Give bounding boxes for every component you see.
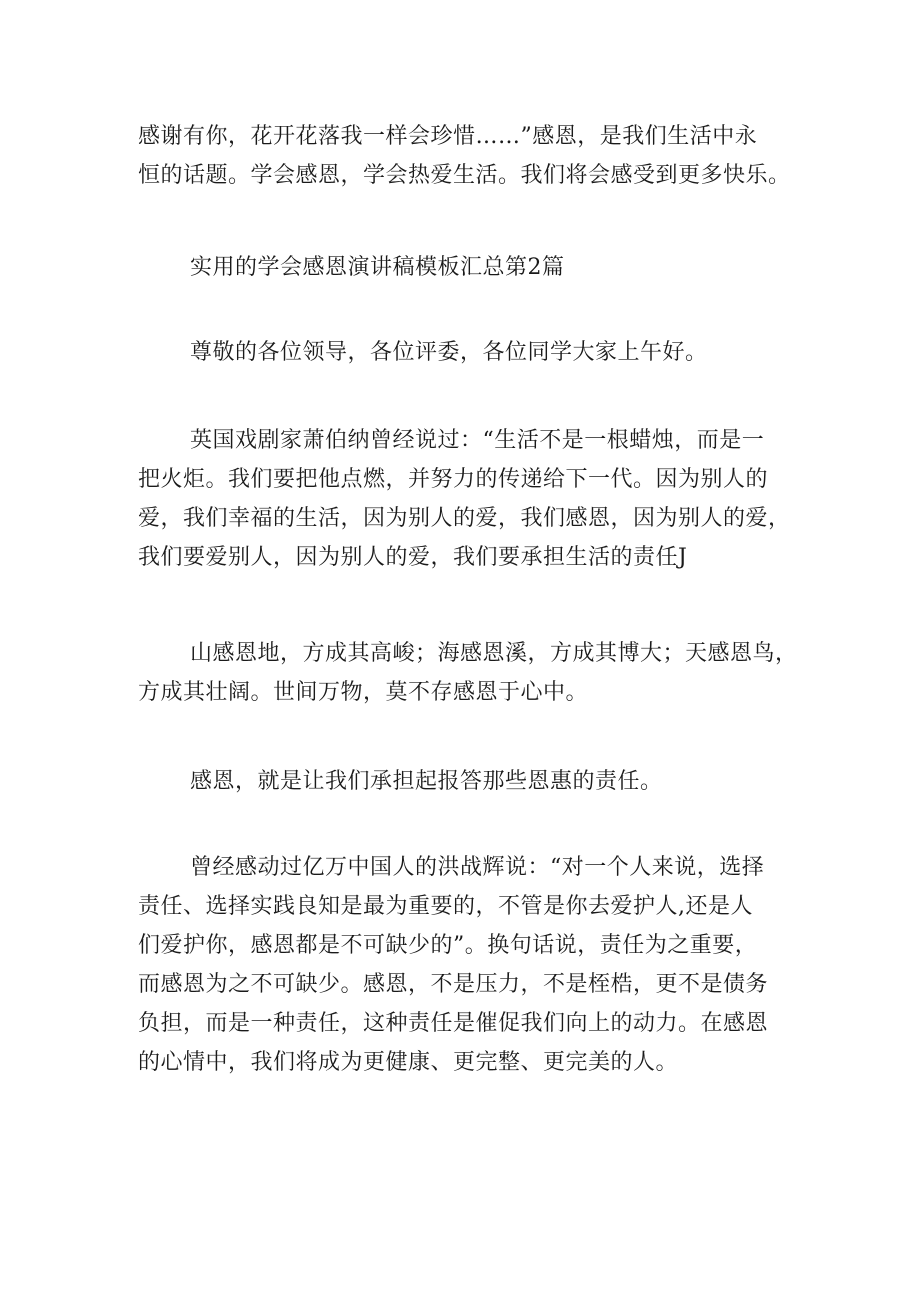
text-line: 责任、选择实践良知是最为重要的，不管是你去爱护人,还是人 bbox=[138, 894, 753, 919]
section-heading bbox=[138, 248, 798, 287]
paragraph-closing bbox=[138, 117, 798, 195]
text-line: 爱，我们幸福的生活，因为别人的爱，我们感恩，因为别人的爱， bbox=[138, 506, 791, 531]
paragraph-quote bbox=[138, 421, 798, 577]
text-line: 实用的学会感恩演讲稿模板汇总第2篇 bbox=[190, 255, 565, 280]
text-line: 英国戏剧家萧伯纳曾经说过：“生活不是一根蜡烛，而是一 bbox=[190, 428, 765, 453]
text-line: 们爱护你，感恩都是不可缺少的”。换句话说，责任为之重要， bbox=[138, 933, 758, 958]
text-line: 我们要爱别人，因为别人的爱，我们要承担生活的责任J bbox=[138, 545, 688, 570]
text-line: 感谢有你，花开花落我一样会珍惜……”感恩，是我们生活中永 bbox=[138, 124, 758, 149]
text-line: 方成其壮阔。世间万物，莫不存感恩于心中。 bbox=[138, 680, 589, 705]
paragraph-responsibility bbox=[138, 848, 798, 1082]
paragraph-metaphor bbox=[138, 634, 798, 712]
text-line: 山感恩地，方成其高峻；海感恩溪，方成其博大；天感恩鸟， bbox=[190, 641, 798, 666]
paragraph-definition bbox=[138, 762, 798, 801]
text-line: 而感恩为之不可缺少。感恩，不是压力，不是桎梏，更不是债务 bbox=[138, 972, 769, 997]
text-line: 曾经感动过亿万中国人的洪战辉说：“对一个人来说，选择 bbox=[190, 855, 765, 880]
paragraph-greeting bbox=[138, 333, 798, 372]
text-line: 把火炬。我们要把他点燃，并努力的传递给下一代。因为别人的 bbox=[138, 467, 769, 492]
text-line: 恒的话题。学会感恩，学会热爱生活。我们将会感受到更多快乐。 bbox=[138, 163, 791, 188]
text-line: 感恩，就是让我们承担起报答那些恩惠的责任。 bbox=[190, 769, 663, 794]
text-line: 负担，而是一种责任，这种责任是催促我们向上的动力。在感恩 bbox=[138, 1011, 769, 1036]
text-line: 尊敬的各位领导，各位评委，各位同学大家上午好。 bbox=[190, 340, 708, 365]
text-line: 的心情中，我们将成为更健康、更完整、更完美的人。 bbox=[138, 1050, 679, 1075]
